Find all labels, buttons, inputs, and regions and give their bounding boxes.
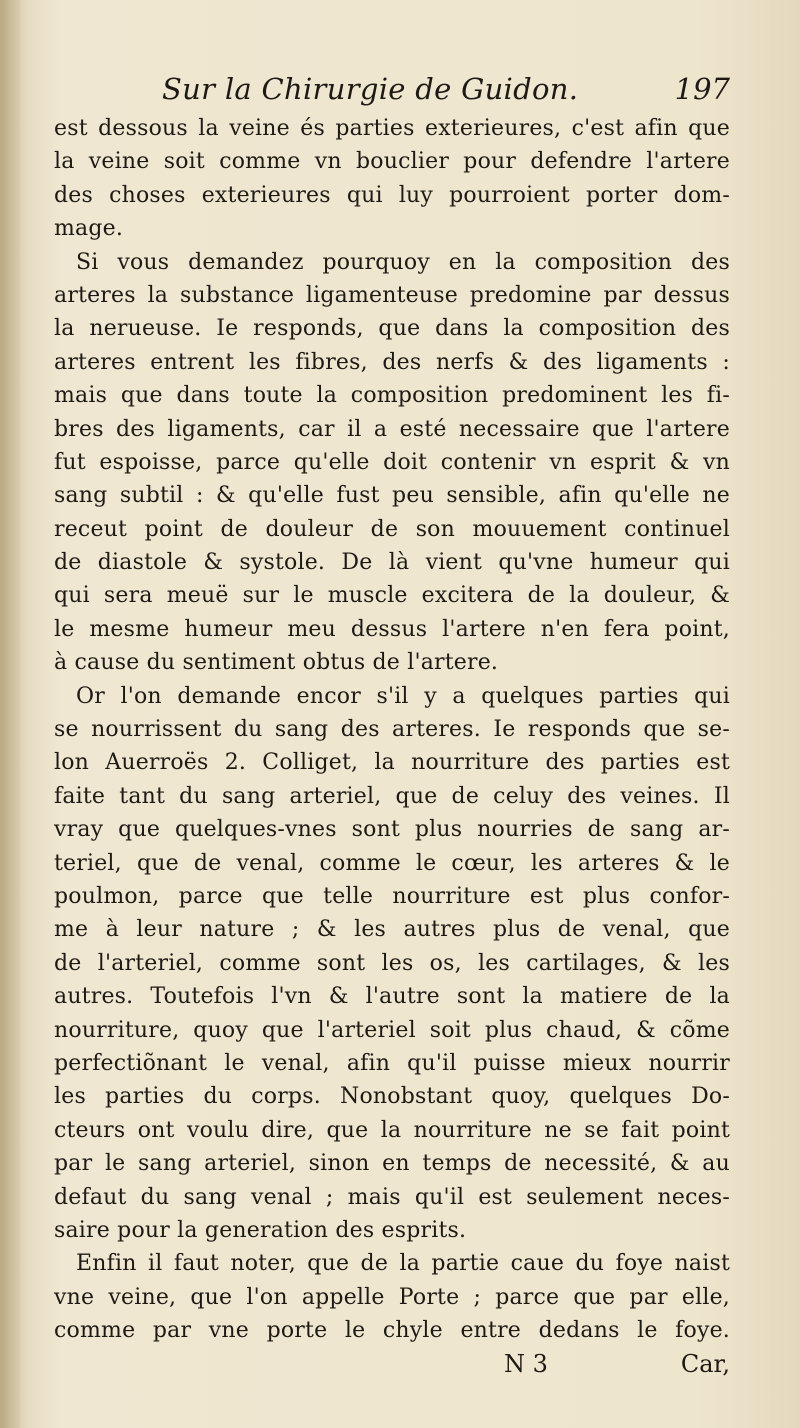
text-line: bres des ligaments, car il a esté necessaire que l'artere	[54, 416, 730, 442]
text-line: lon Auerroës 2. Colliget, la nourriture des parties est	[54, 750, 730, 776]
text-line: cteurs ont voulu dire, que la nourriture ne se fait point	[54, 1117, 730, 1143]
page-gutter	[0, 0, 20, 1428]
text-line: à cause du sentiment obtus de l'artere.	[54, 650, 499, 676]
text-line: poulmon, parce que telle nourriture est plus confor-	[54, 883, 730, 909]
page-footer	[54, 1350, 730, 1390]
text-line: arteres la substance ligamenteuse predomine par dessus	[54, 282, 730, 308]
text-line: defaut du sang venal ; mais qu'il est seulement neces-	[54, 1184, 730, 1210]
text-line: de diastole & systole. De là vient qu'vne humeur qui	[54, 550, 730, 576]
running-title: Sur la Chirurgie de Guidon.	[162, 72, 579, 106]
text-line: les parties du corps. Nonobstant quoy, quelques Do-	[54, 1084, 730, 1110]
text-line: me à leur nature ; & les autres plus de venal, que	[54, 917, 730, 943]
text-line: teriel, que de venal, comme le cœur, les arteres & le	[54, 850, 730, 876]
text-line: par le sang arteriel, sinon en temps de necessité, & au	[54, 1151, 730, 1177]
text-line: comme par vne porte le chyle entre dedans le foye.	[54, 1318, 730, 1344]
text-line: arteres entrent les fibres, des nerfs & des ligaments :	[54, 349, 730, 375]
body-text	[54, 112, 730, 1347]
text-line: Si vous demandez pourquoy en la composition des	[76, 249, 730, 275]
text-line: nourriture, quoy que l'arteriel soit plus chaud, & cõme	[54, 1017, 730, 1043]
text-line: qui sera meuë sur le muscle excitera de la douleur, &	[54, 583, 730, 609]
text-line: la veine soit comme vn bouclier pour defendre l'artere	[54, 149, 730, 175]
text-line: vne veine, que l'on appelle Porte ; parce que par elle,	[54, 1284, 730, 1310]
text-line: de l'arteriel, comme sont les os, les cartilages, & les	[54, 950, 730, 976]
catchword: Car,	[680, 1350, 730, 1378]
text-line: mais que dans toute la composition predominent les fi-	[54, 383, 730, 409]
page-number: 197	[674, 72, 730, 106]
text-line: Enfin il faut noter, que de la partie caue du foye naist	[76, 1251, 730, 1277]
text-line: faite tant du sang arteriel, que de celuy des veines. Il	[54, 783, 730, 809]
text-line: receut point de douleur de son mouuement continuel	[54, 516, 730, 542]
text-line: Or l'on demande encor s'il y a quelques parties qui	[76, 683, 730, 709]
signature-mark: N 3	[504, 1350, 548, 1378]
text-line: sang subtil : & qu'elle fust peu sensible, afin qu'elle ne	[54, 483, 730, 509]
text-line: mage.	[54, 216, 124, 242]
text-line: perfectiõnant le venal, afin qu'il puisse mieux nourrir	[54, 1050, 730, 1076]
text-line: fut espoisse, parce qu'elle doit contenir vn esprit & vn	[54, 449, 730, 475]
text-line: autres. Toutefois l'vn & l'autre sont la matiere de la	[54, 984, 730, 1010]
text-line: se nourrissent du sang des arteres. Ie responds que se-	[54, 717, 730, 743]
text-line: la nerueuse. Ie responds, que dans la composition des	[54, 316, 730, 342]
text-line: vray que quelques-vnes sont plus nourries de sang ar-	[54, 817, 730, 843]
text-line: des choses exterieures qui luy pourroient porter dom-	[54, 182, 730, 208]
text-line: est dessous la veine és parties exterieures, c'est afin que	[54, 116, 730, 141]
page-header	[162, 72, 730, 116]
text-line: le mesme humeur meu dessus l'artere n'en fera point,	[54, 616, 730, 642]
text-line: saire pour la generation des esprits.	[54, 1217, 467, 1243]
